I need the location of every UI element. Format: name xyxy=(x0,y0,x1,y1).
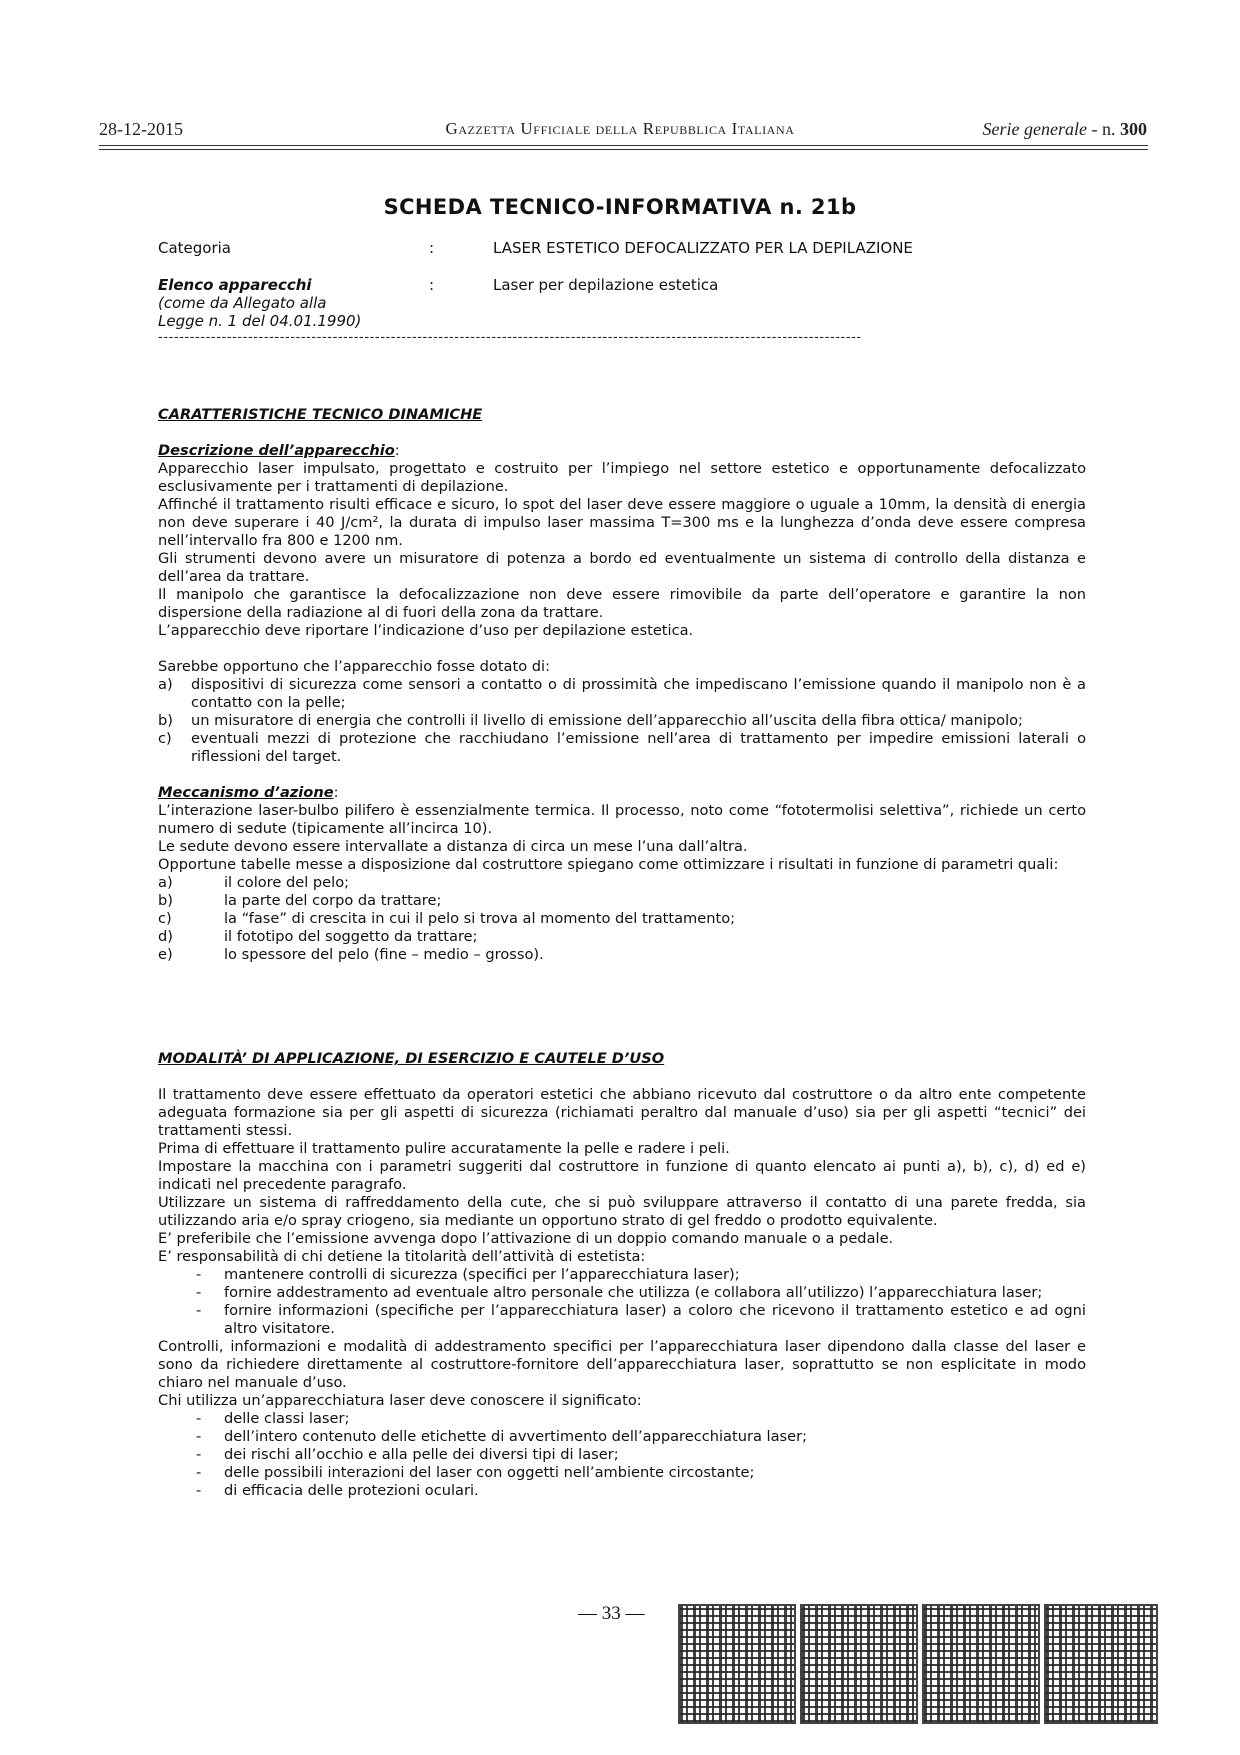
header-date: 28-12-2015 xyxy=(99,119,183,139)
serie-label: Serie generale xyxy=(982,119,1087,139)
description-heading: Descrizione dell’apparecchio xyxy=(158,442,395,459)
categoria-value: LASER ESTETICO DEFOCALIZZATO PER LA DEPILAZIONE xyxy=(493,239,913,257)
desc-paragraph: Il manipolo che garantisce la defocalizzazione non deve essere rimovibile da parte dell’operatore e garantire la non dispersione della radiazione al di fuori della zona da trattare. xyxy=(158,586,1086,621)
desc-paragraph: Apparecchio laser impulsato, progettato e costruito per l’impiego nel settore estetico e opportunamente defocalizzato esclusivamente per i trattamenti di depilazione. xyxy=(158,460,1086,495)
list-item: - di efficacia delle protezioni oculari. xyxy=(196,1482,479,1499)
doc-title: SCHEDA TECNICO-INFORMATIVA n. 21b xyxy=(383,195,857,219)
elenco-sub-1: (come da Allegato alla xyxy=(158,294,327,312)
elenco-label: Elenco apparecchi xyxy=(158,276,312,294)
list-item: - fornire addestramento ad eventuale altro personale che utilizza (e collabora all’utilizzo) l’apparecchiatura laser; xyxy=(196,1284,1043,1301)
datamatrix-code-4 xyxy=(1044,1604,1158,1724)
list-item: - delle classi laser; xyxy=(196,1410,350,1427)
app-paragraph: E’ responsabilità di chi detiene la titolarità dell’attività di estetista: xyxy=(158,1248,646,1265)
list-item: a) dispositivi di sicurezza come sensori a contatto o di prossimità che impediscano l’emissione quando il manipolo non è a contatto con la pelle; xyxy=(158,676,1086,711)
categoria-colon: : xyxy=(429,239,435,257)
section-technical-title: CARATTERISTICHE TECNICO DINAMICHE xyxy=(158,406,483,423)
list-item: a) il colore del pelo; xyxy=(158,874,350,891)
list-item: - delle possibili interazioni del laser con oggetti nell’ambiente circostante; xyxy=(196,1464,755,1481)
page-number: — 33 — xyxy=(578,1603,645,1624)
app-paragraph: Impostare la macchina con i parametri suggeriti dal costruttore in funzione di quanto elencato ai punti a), b), c), d) ed e) indicati nel precedente paragrafo. xyxy=(158,1158,1086,1193)
mech-paragraph: L’interazione laser-bulbo pilifero è essenzialmente termica. Il processo, noto come “fototermolisi selettiva”, richiede un certo numero di sedute (tipicamente all’incirca 10). xyxy=(158,802,1086,837)
header-serie xyxy=(983,119,1147,140)
categoria-label: Categoria xyxy=(158,239,232,257)
app-paragraph: Chi utilizza un’apparecchiatura laser deve conoscere il significato: xyxy=(158,1392,642,1409)
list-item: - dell’intero contenuto delle etichette di avvertimento dell’apparecchiatura laser; xyxy=(196,1428,808,1445)
desc-paragraph: Gli strumenti devono avere un misuratore di potenza a bordo ed eventualmente un sistema di controllo della distanza e dell’area da trattare. xyxy=(158,550,1086,585)
app-paragraph: Controlli, informazioni e modalità di addestramento specifici per l’apparecchiatura laser dipendono dalla classe del laser e sono da richiedere direttamente al costruttore-fornitore dell’apparecchiatura laser, soprattutto se non esplicitate in modo chiaro nel manuale d’uso. xyxy=(158,1338,1086,1391)
desc-paragraph: Affinché il trattamento risulti efficace e sicuro, lo spot del laser deve essere maggiore o uguale a 10mm, la densità di energia non deve superare i 40 J/cm², la durata di impulso laser massima T=300 ms e la lunghezza d’onda deve essere compresa nell’intervallo fra 800 e 1200 nm. xyxy=(158,496,1086,549)
elenco-colon: : xyxy=(429,276,435,294)
section-application xyxy=(158,1050,1086,1500)
list-item: c) eventuali mezzi di protezione che racchiudano l’emissione nell’area di trattamento per impedire emissioni laterali o riflessioni del target. xyxy=(158,730,1086,765)
app-paragraph: Prima di effettuare il trattamento pulire accuratamente la pelle e radere i peli. xyxy=(158,1140,730,1157)
header-rule-top xyxy=(99,145,1148,146)
mech-paragraph: Opportune tabelle messe a disposizione dal costruttore spiegano come ottimizzare i risultati in funzione di parametri quali: xyxy=(158,856,1059,873)
elenco-value: Laser per depilazione estetica xyxy=(493,276,719,294)
serie-sep: - n. xyxy=(1087,119,1120,139)
list-item: - dei rischi all’occhio e alla pelle dei diversi tipi di laser; xyxy=(196,1446,619,1463)
list-item: b) un misuratore di energia che controlli il livello di emissione dell’apparecchio all’uscita della fibra ottica/ manipolo; xyxy=(158,712,1023,729)
datamatrix-code-1 xyxy=(678,1604,796,1724)
list-item: b) la parte del corpo da trattare; xyxy=(158,892,442,909)
list-item: d) il fototipo del soggetto da trattare; xyxy=(158,928,478,945)
serie-number: 300 xyxy=(1120,119,1147,139)
list-item: - mantenere controlli di sicurezza (specifici per l’apparecchiatura laser); xyxy=(196,1266,740,1283)
list-item: e) lo spessore del pelo (fine – medio – grosso). xyxy=(158,946,544,963)
list-item: - fornire informazioni (specifiche per l’apparecchiatura laser) a coloro che ricevono il trattamento estetico e ad ogni altro visitatore. xyxy=(196,1302,1086,1337)
list-item: c) la “fase” di crescita in cui il pelo si trova al momento del trattamento; xyxy=(158,910,736,927)
datamatrix-code-3 xyxy=(922,1604,1040,1724)
elenco-sub-2: Legge n. 1 del 04.01.1990) xyxy=(158,312,362,330)
header-rule-bottom xyxy=(99,149,1148,150)
elenco-block xyxy=(158,276,361,330)
mechanism-heading: Meccanismo d’azione xyxy=(158,784,334,801)
app-paragraph: E’ preferibile che l’emissione avvenga dopo l’attivazione di un doppio comando manuale o a pedale. xyxy=(158,1230,894,1247)
app-paragraph: Il trattamento deve essere effettuato da operatori estetici che abbiano ricevuto dal costruttore o da altro ente competente adeguata formazione sia per gli aspetti di sicurezza (richiamati peraltro dal manuale d’uso) sia per gli aspetti “tecnici” dei trattamenti stessi. xyxy=(158,1086,1086,1139)
app-paragraph: Utilizzare un sistema di raffreddamento della cute, che si può sviluppare attraverso il contatto di una parete fredda, sia utilizzando aria e/o spray criogeno, sia mediante un opportuno strato di gel freddo o prodotto equivalente. xyxy=(158,1194,1086,1229)
section-technical: CARATTERISTICHE TECNICO DINAMICHE Descrizione dell’apparecchio: Apparecchio laser impulsato, progettato e costruito per l’impiego nel settore estetico e opportunamente defocalizzato esclusivamente per i trattamenti di depilazione. Affinché il trattamento risulti efficace e sicuro, lo spot del laser deve essere maggiore o uguale a 10mm, la densità di energia non deve superare i 40 J/cm², la durata di impulso laser massima T=300 ms e la lunghezza d’onda deve essere compresa nell’intervallo fra 800 e 1200 nm. Gli strumenti devono avere un misuratore di potenza a bordo ed eventualmente un sistema di controllo della distanza e dell’area da trattare. Il manipolo che garantisce la defocalizzazione non deve essere rimovibile da parte dell’operatore e garantire la non dispersione della radiazione al di fuori della zona da trattare. L’apparecchio deve riportare l’indicazione d’uso per depilazione estetica. Sarebbe opportuno che l’apparecchio fosse dotato di: a) dispositivi di sicurezza come sensori a contatto o di prossimità che impediscano l’emissione quando il manipolo non è a contatto con la pelle; b) un misuratore di energia che controlli il livello di emissione dell’apparecchio all’uscita della fibra ottica/ manipolo; c) eventuali mezzi di protezione che racchiudano l’emissione nell’area di trattamento per impedire emissioni laterali o riflessioni del target. Meccanismo d’azione: L’interazione laser-bulbo pilifero è essenzialmente termica. Il processo, noto come “fototermolisi selettiva”, richiede un certo numero di sedute (tipicamente all’incirca 10). Le sedute devono essere intervallate a distanza di circa un mese l’una dall’altra. Opportune tabelle messe a disposizione dal costruttore spiegano come ottimizzare i risultati in funzione di parametri quali: a) il colore del pelo; b) la parte del corpo da trattare; c) la “fase” di crescita in cui il pelo si trova al momento del trattamento; d) il fototipo del soggetto da trattare; e) lo spessore del pelo (fine – medio – grosso). xyxy=(158,406,1086,963)
header-title: Gazzetta Ufficiale della Repubblica Italiana xyxy=(445,119,795,138)
separator-dashes: ------------------------------------------------------------------------------------------------------------------------------------- xyxy=(158,330,862,345)
mech-paragraph: Le sedute devono essere intervallate a distanza di circa un mese l’una dall’altra. xyxy=(158,838,748,855)
datamatrix-code-2 xyxy=(800,1604,918,1724)
section-application-title: MODALITÀ’ DI APPLICAZIONE, DI ESERCIZIO E CAUTELE D’USO xyxy=(158,1050,665,1067)
desc-paragraph: L’apparecchio deve riportare l’indicazione d’uso per depilazione estetica. xyxy=(158,622,694,639)
opportuno-intro: Sarebbe opportuno che l’apparecchio fosse dotato di: xyxy=(158,658,551,675)
